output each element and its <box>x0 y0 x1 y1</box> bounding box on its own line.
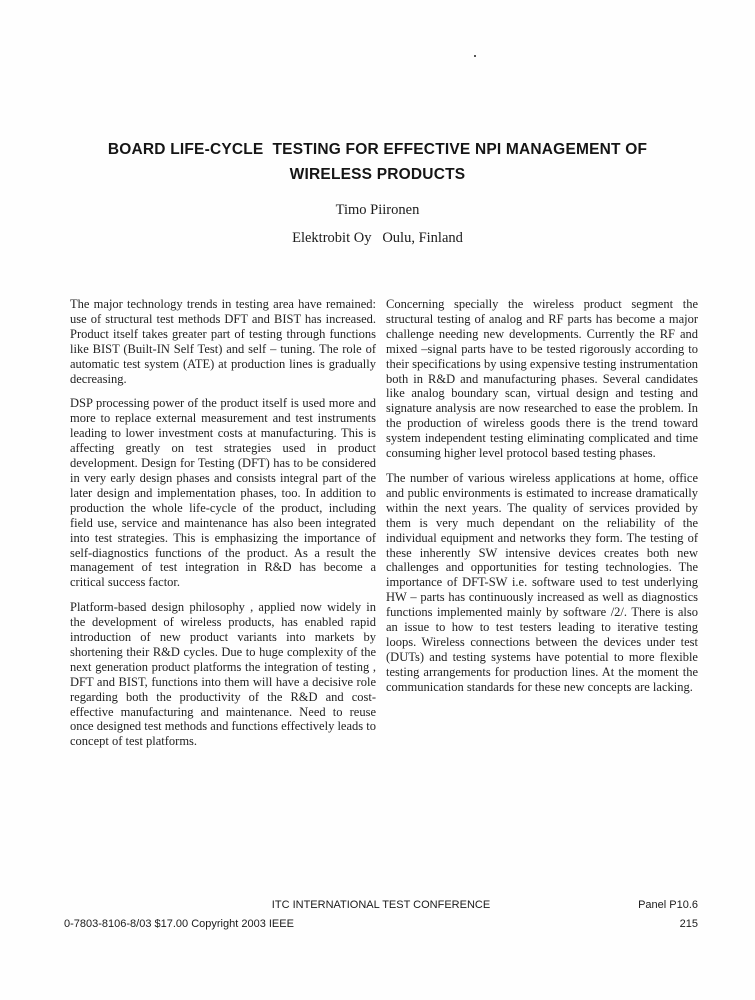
paper-title-line2: WIRELESS PRODUCTS <box>289 166 466 183</box>
body-text <box>70 297 698 759</box>
copyright-notice: 0-7803-8106-8/03 $17.00 Copyright 2003 IEEE <box>64 918 294 930</box>
scan-artifact-dot <box>474 55 476 57</box>
left-paragraph-3: Platform-based design philosophy , applied now widely in the development of wireless products, has enabled rapid introduction of new product variants into markets by shortening their R&D cycles. Due to huge complexity of the next generation product platforms the integration of testing , DFT and BIST, functions into them will have a decisive role regarding both the productivity of the R&D and cost-effective manufacturing and maintenance. Need to reuse once designed test methods and functions effectively leads to concept of test platforms. <box>70 600 376 749</box>
right-column <box>386 297 698 759</box>
right-paragraph-2: The number of various wireless applications at home, office and public environments is estimated to increase dramatically within the next years. The quality of services provided by them is very much dependant on the reliability of the individual equipment and networks they form. The testing of these inherently SW intensive devices creates both new challenges and opportunities for testing technologies. The importance of DFT-SW i.e. software used to test underlying HW – parts has continuously increased as well as diagnostics functions implemented mainly by software /2/. There is also an issue to how to test testers leading to iterative testing loops. Wireless connections between the devices under test (DUTs) and testing systems have potential to more flexible testing arrangements for production lines. At the moment the communication standards for these new concepts are lacking. <box>386 470 698 694</box>
footer-row-conference <box>64 899 698 913</box>
left-paragraph-1: The major technology trends in testing area have remained: use of structural test methods DFT and BIST has increased. Product itself takes greater part of testing through functions like BIST (Built-IN Self Test) and self – tuning. The role of automatic test system (ATE) at production lines is gradually decreasing. <box>70 297 376 386</box>
right-paragraph-1: Concerning specially the wireless product segment the structural testing of analog and RF parts has become a major challenge needing new developments. Currently the RF and mixed –signal parts have to be tested rigorously according to their specifications by using expensive testing instrumentation both in R&D and manufacturing phases. Several candidates like analog boundary scan, virtual design and testing and signature analysis are now researched to ease the problem. In the production of wireless goods there is the trend toward system independent testing eliminating complicated and time consuming higher level protocol based testing phases. <box>386 297 698 461</box>
left-paragraph-2: DSP processing power of the product itself is used more and more to replace external measurement and test instruments leading to lower investment costs at manufacturing. This is affecting greatly on test strategies used in product development. Design for Testing (DFT) has to be considered in very early design phases and consists integral part of the later design and implementation phases, too. In addition to production the whole life-cycle of the product, including field use, service and maintenance has also been integrated into test strategies. This is emphasizing the importance of self-diagnostics functions of the product. As a result the management of test integration in R&D has become a critical success factor. <box>70 396 376 590</box>
paper-title-line1: BOARD LIFE-CYCLE TESTING FOR EFFECTIVE NPI MANAGEMENT OF <box>107 141 648 158</box>
author-affiliation: Elektrobit Oy Oulu, Finland <box>292 230 463 246</box>
author-name: Timo Piironen <box>335 202 420 218</box>
panel-number: Panel P10.6 <box>638 899 698 911</box>
page-number: 215 <box>679 918 698 930</box>
paper-title <box>0 137 755 187</box>
footer-row-copyright <box>64 918 698 932</box>
conference-name: ITC INTERNATIONAL TEST CONFERENCE <box>271 899 491 911</box>
left-column <box>70 297 376 759</box>
